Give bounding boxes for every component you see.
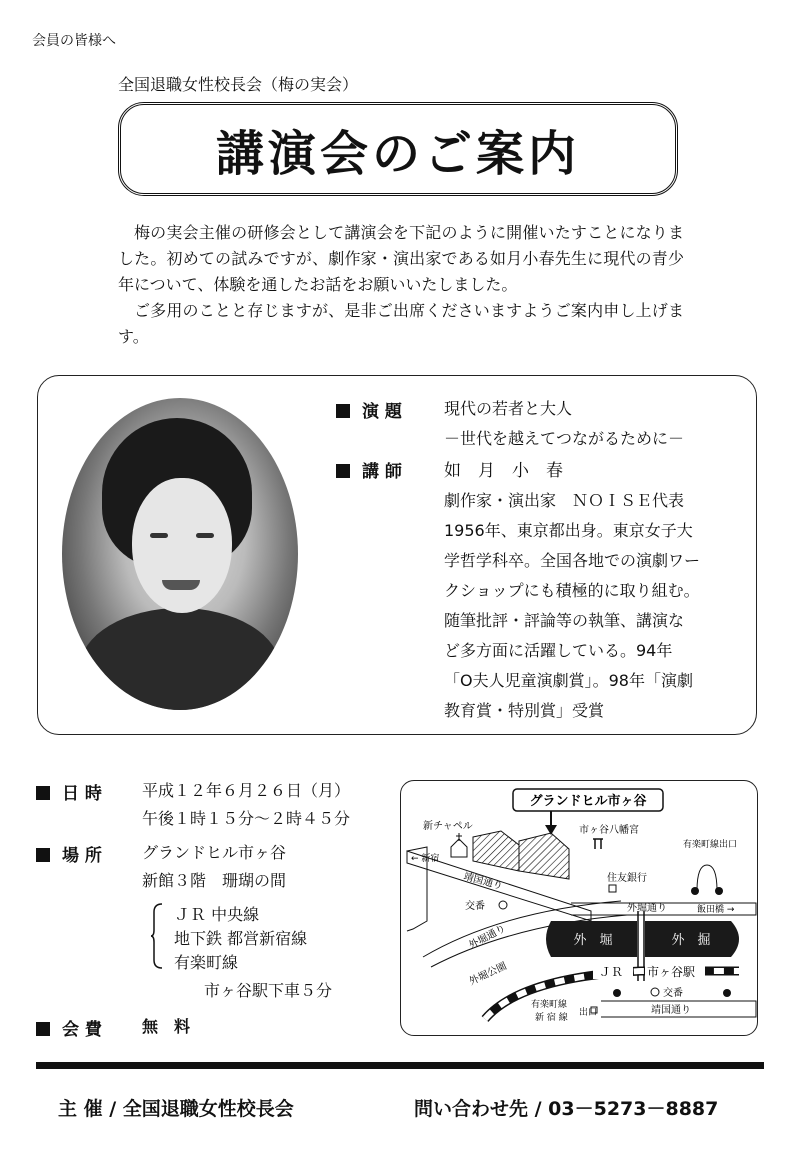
map-koban-left-label: 交番 (465, 901, 485, 912)
topic-label: 演 題 (362, 402, 402, 422)
bullet-square-icon (36, 786, 50, 800)
date-line-1: 平成１２年６月２６日（月） (142, 781, 351, 800)
topic-label-row (336, 397, 402, 422)
fee-label: 会 費 (62, 1020, 102, 1040)
speaker-photo (62, 398, 298, 710)
place-line-2: 新館３階 珊瑚の間 (142, 871, 287, 890)
topic-line-2: －世代を越えてつながるために－ (444, 429, 685, 448)
bullet-square-icon (336, 404, 350, 418)
access-line-3: 有楽町線 (174, 953, 239, 972)
profile-line: クショップにも積極的に取り組む。 (444, 581, 700, 600)
bullet-square-icon (36, 848, 50, 862)
intro-text (118, 220, 684, 350)
speaker-label: 講 師 (362, 462, 402, 482)
profile-line: 随筆批評・評論等の執筆、講演な (444, 611, 685, 630)
map-yasukuni-bottom-label: 靖国通り (651, 1005, 691, 1016)
place-line-1: グランドヒル市ヶ谷 (142, 843, 287, 862)
profile-line: 1956年、東京都出身。東京女子大 (444, 521, 693, 540)
page-title: 講演会のご案内 (118, 102, 678, 196)
map-yasukuni-top-label: 靖国通り (462, 871, 504, 893)
map-sumitomo-label: 住友銀行 (607, 873, 647, 884)
profile-line: 教育賞・特別賞」受賞 (444, 701, 605, 720)
map-shrine-label: 市ヶ谷八幡宮 (579, 825, 639, 836)
speaker-profile (444, 486, 744, 726)
map-exit-label: 出口 (579, 1008, 598, 1018)
bullet-square-icon (36, 1022, 50, 1036)
map-station-label: 市ヶ谷駅 (647, 965, 696, 979)
access-line-1: ＪＲ 中央線 (174, 905, 260, 924)
map-yurakucho-line-label: 有楽町線 (531, 1000, 568, 1010)
map-shinjuku-label: ← 新宿 (411, 854, 440, 864)
date-label: 日 時 (62, 784, 102, 804)
map-sotobori-dori-label: 外堀通り (627, 903, 667, 914)
place-label: 場 所 (62, 846, 102, 866)
speaker-name: 如 月 小 春 (444, 461, 563, 481)
map-jr-label: ＪＲ (599, 965, 624, 979)
bullet-square-icon (336, 464, 350, 478)
profile-line: 「O夫人児童演劇賞」。98年「演劇 (444, 671, 693, 690)
speaker-label-row (336, 457, 402, 482)
access-bracket (150, 902, 164, 970)
map-moat-2-label: 外 掘 (671, 933, 711, 948)
fee-value: 無 料 (142, 1017, 191, 1036)
map-shinjuku-line-label: 新 宿 線 (535, 1013, 568, 1023)
place-label-row (36, 841, 102, 866)
profile-line: 学哲学科卒。全国各地での演劇ワー (444, 551, 701, 570)
map-sotobori-park-label: 外堀公園 (467, 960, 509, 988)
map-venue-label: グランドヒル市ヶ谷 (529, 794, 647, 809)
map-koban-right-label: 交番 (663, 988, 683, 999)
intro-paragraph-2: ご多用のことと存じますが、是非ご出席くださいますようご案内申し上げます。 (118, 301, 684, 346)
access-note: 市ヶ谷駅下車５分 (204, 981, 333, 1000)
map-iidabashi-label: 飯田橋 → (697, 905, 735, 915)
map-chapel-label: 新チャペル (423, 821, 473, 832)
map-yurakucho-exit-top-label: 有楽町線出口 (683, 840, 738, 850)
profile-line: ど多方面に活躍している。94年 (444, 641, 673, 660)
date-line-2: 午後１時１５分～２時４５分 (142, 809, 351, 828)
intro-paragraph-1: 梅の実会主催の研修会として講演会を下記のように開催いたすことになりました。初めての試みですが、劇作家・演出家である如月小春先生に現代の青少年について、体験を通したお話をお願いいたしました。 (118, 223, 684, 294)
access-map (400, 780, 758, 1036)
addressee: 会員の皆様へ (32, 33, 116, 49)
date-label-row (36, 779, 102, 804)
footer-divider (36, 1062, 764, 1069)
fee-label-row (36, 1015, 102, 1040)
profile-line: 劇作家・演出家 ＮＯＩＳＥ代表 (444, 491, 685, 510)
footer-contact: 問い合わせ先 / 03－5273－8887 (414, 1098, 719, 1120)
footer-host: 主 催 / 全国退職女性校長会 (58, 1098, 294, 1120)
organization-header: 全国退職女性校長会（梅の実会） (118, 75, 359, 94)
access-line-2: 地下鉄 都営新宿線 (174, 929, 308, 948)
map-moat-1-label: 外 堀 (573, 933, 613, 948)
map-sotobori-dori-diag-label: 外堀通り (467, 923, 508, 952)
topic-line-1: 現代の若者と大人 (444, 399, 573, 418)
